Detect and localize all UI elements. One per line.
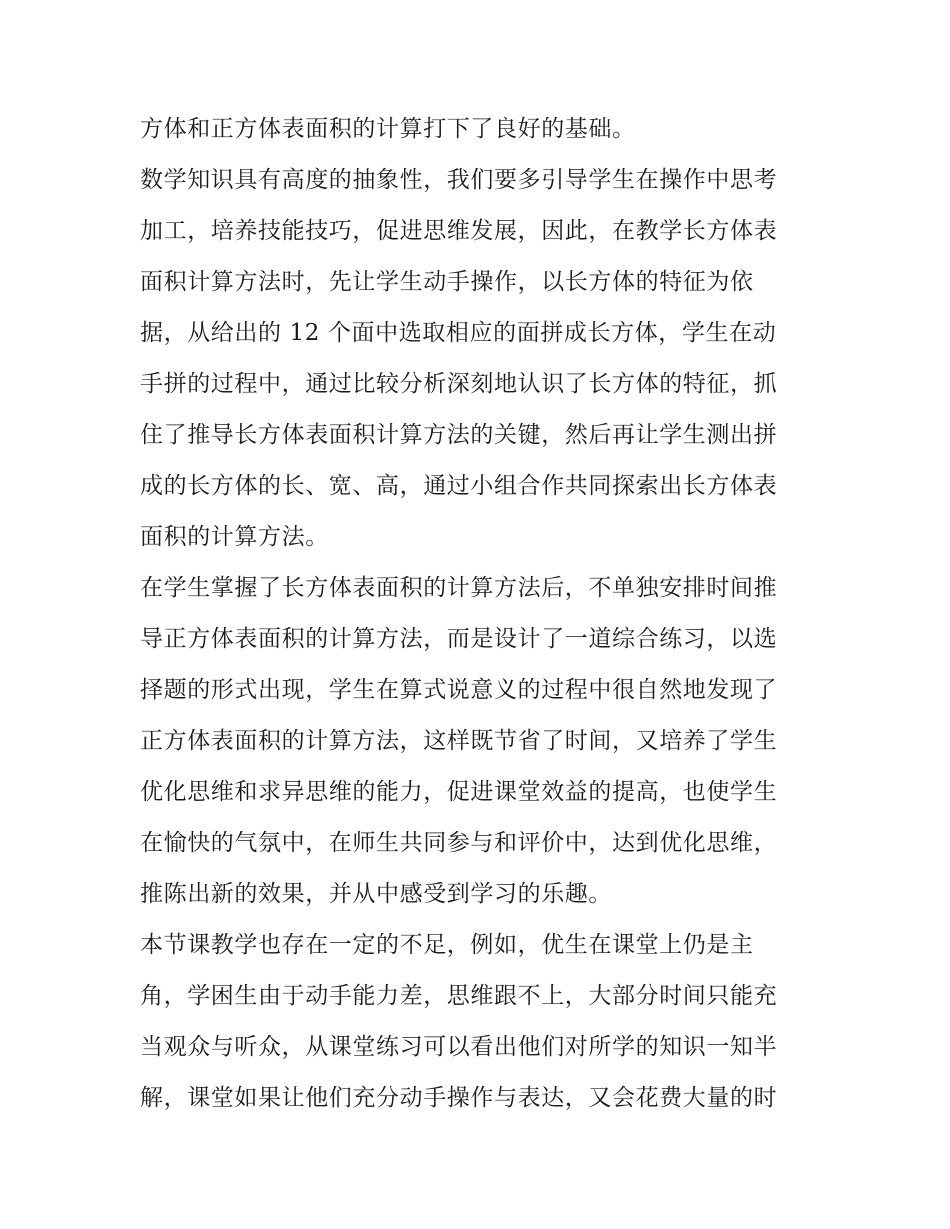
text-line-13: 正方体表面积的计算方法，这样既节省了时间，又培养了学生 xyxy=(140,728,778,754)
text-line-12: 择题的形式出现，学生在算式说意义的过程中很自然地发现了 xyxy=(140,677,778,703)
text-line-7: 住了推导长方体表面积计算方法的关键，然后再让学生测出拼 xyxy=(140,422,778,448)
text-line-19: 当观众与听众，从课堂练习可以看出他们对所学的知识一知半 xyxy=(140,1034,778,1060)
text-line-9: 面积的计算方法。 xyxy=(140,524,329,550)
text-line-2: 数学知识具有高度的抽象性，我们要多引导学生在操作中思考 xyxy=(140,167,778,193)
text-line-17: 本节课教学也存在一定的不足，例如，优生在课堂上仍是主 xyxy=(140,932,754,958)
text-line-4: 面积计算方法时，先让学生动手操作，以长方体的特征为依 xyxy=(140,269,754,295)
text-line-10: 在学生掌握了长方体表面积的计算方法后，不单独安排时间推 xyxy=(140,575,778,601)
text-line-20: 解，课堂如果让他们充分动手操作与表达，又会花费大量的时 xyxy=(140,1085,778,1111)
text-line-18: 角，学困生由于动手能力差，思维跟不上，大部分时间只能充 xyxy=(140,983,778,1009)
text-line-6: 手拼的过程中，通过比较分析深刻地认识了长方体的特征，抓 xyxy=(140,371,778,397)
body-text xyxy=(140,104,830,1124)
text-line-11: 导正方体表面积的计算方法，而是设计了一道综合练习，以选 xyxy=(140,626,778,652)
text-line-5: 据，从给出的 12 个面中选取相应的面拼成长方体，学生在动 xyxy=(140,320,777,346)
text-line-8: 成的长方体的长、宽、高，通过小组合作共同探索出长方体表 xyxy=(140,473,778,499)
text-line-3: 加工，培养技能技巧，促进思维发展，因此，在教学长方体表 xyxy=(140,218,778,244)
text-line-1: 方体和正方体表面积的计算打下了良好的基础。 xyxy=(140,116,636,142)
text-line-16: 推陈出新的效果，并从中感受到学习的乐趣。 xyxy=(140,881,612,907)
text-line-14: 优化思维和求异思维的能力，促进课堂效益的提高，也使学生 xyxy=(140,779,778,805)
text-line-15: 在愉快的气氛中，在师生共同参与和评价中，达到优化思维， xyxy=(140,830,778,856)
